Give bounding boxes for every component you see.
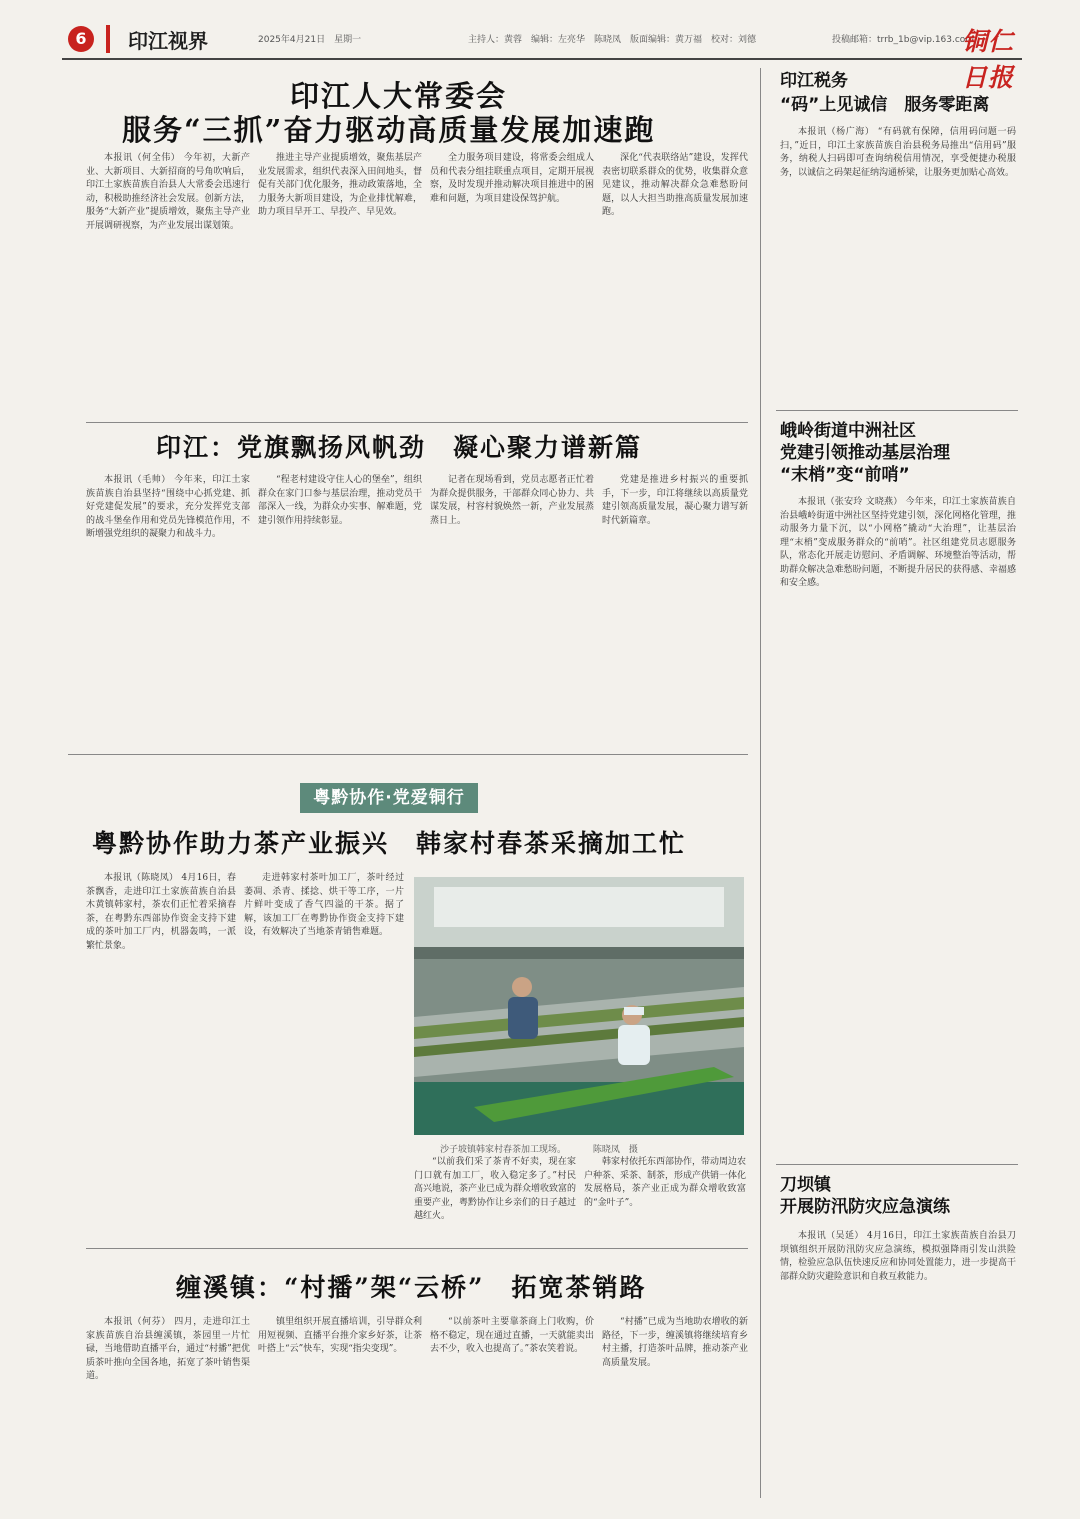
page-number: 6 — [68, 26, 94, 52]
tea-factory-illustration — [414, 877, 744, 1135]
section-name: 印江视界 — [106, 25, 220, 53]
sidebar-2-text: 本报讯（张安玲 文晓燕） 今年来，印江土家族苗族自治县峨岭街道中洲社区坚持党建引领，深化网格化管理，推动服务力量下沉，以“小网格”撬动“大治理”，让基层治理“末梢”变成服务群众的“前哨”。社区组建党员志愿服务队，常态化开展走访慰问、矛盾调解、环境整治等活动，帮助群众解决急难愁盼问题，不断提升居民的获得感、幸福感和安全感。 — [780, 497, 1016, 588]
divider — [776, 1164, 1018, 1165]
article-1-col-1: 本报讯（何全伟） 今年初，大新产业、大新项目、大新招商的号角吹响后，印江土家族苗族自治县人大常委会迅速行动，积极助推经济社会发展。创新方法，服务“大新产业”提质增效，聚焦主导产业开展调研视察，为产业发展出谋划策。 — [86, 153, 250, 231]
column-divider — [760, 68, 761, 1498]
article-1-title-line1: 印江人大常委会 — [290, 79, 508, 113]
article-4-col-4: “村播”已成为当地助农增收的新路径，下一步，缠溪镇将继续培育乡村主播，打造茶叶品牌，推动茶产业高质量发展。 — [602, 1317, 748, 1368]
article-4-col-2: 镇里组织开展直播培训，引导群众利用短视频、直播平台推介家乡好茶，让茶叶搭上“云”快车，实现“指尖变现”。 — [258, 1317, 422, 1354]
sidebar-3-title-line1: 刀坝镇 — [780, 1175, 831, 1195]
sidebar-1-title-line2: “码”上见诚信 服务零距离 — [780, 95, 990, 115]
sidebar-2-title-line2: 党建引领推动基层治理 — [780, 443, 950, 463]
photo-caption-row — [440, 1142, 638, 1155]
photo-caption: 沙子坡镇韩家村春茶加工现场。 — [440, 1145, 567, 1155]
sidebar-2-title-line1: 峨岭街道中洲社区 — [780, 421, 916, 441]
article-4-title: 缠溪镇：“村播”架“云桥” 拓宽茶销路 — [176, 1273, 647, 1302]
article-1-col-4: 深化“代表联络站”建设，发挥代表密切联系群众的优势，收集群众意见建议，推动解决群众急难愁盼问题，以人大担当助推高质量发展加速跑。 — [602, 153, 748, 217]
article-2-col-4: 党建是推进乡村振兴的重要抓手，下一步，印江将继续以高质量党建引领高质量发展，凝心聚力谱写新时代新篇章。 — [602, 475, 748, 526]
issue-date: 2025年4月21日 星期一 — [258, 35, 362, 45]
sidebar-2-title-line3: “末梢”变“前哨” — [780, 465, 910, 485]
article-3-col-4: 韩家村依托东西部协作，带动周边农户种茶、采茶、制茶，形成产供销一体化发展格局，茶产业正成为群众增收致富的“金叶子”。 — [584, 1157, 746, 1208]
article-3-title: 粤黔协作助力茶产业振兴 韩家村春茶采摘加工忙 — [92, 829, 687, 858]
sidebar-1-text: 本报讯（杨广海） “有码就有保障，信用码问题一码扫，”近日，印江土家族苗族自治县税务局推出“信用码”服务，纳税人扫码即可查询纳税信用情况，享受便捷办税服务，以诚信之码架起征纳沟通桥梁，让服务更加贴心高效。 — [780, 127, 1016, 178]
article-3-col-1: 本报讯（陈晓凤） 4月16日，春茶飘香，走进印江土家族苗族自治县木黄镇韩家村，茶农们正忙着采摘春茶，在粤黔东西部协作资金支持下建成的茶叶加工厂内，机器轰鸣，一派繁忙景象。 — [86, 873, 236, 951]
article-1-title-line2: 服务“三抓”奋力驱动高质量发展加速跑 — [122, 113, 656, 147]
article-3-col-2: 走进韩家村茶叶加工厂，茶叶经过萎凋、杀青、揉捻、烘干等工序，一片片鲜叶变成了香气四溢的干茶。据了解，该加工厂在粤黔协作资金支持下建设，有效解决了当地茶青销售难题。 — [244, 873, 404, 937]
divider — [68, 754, 748, 755]
article-2-col-2: “程老村建设守住人心的堡垒”，组织群众在家门口参与基层治理，推动党员干部深入一线，为群众办实事、解难题，党建引领作用持续彰显。 — [258, 475, 422, 526]
article-2-col-1: 本报讯（毛帅） 今年来，印江土家族苗族自治县坚持“围绕中心抓党建、抓好党建促发展”的要求，充分发挥党支部的战斗堡垒作用和党员先锋模范作用，不断增强党组织的凝聚力和战斗力。 — [86, 475, 250, 539]
tea-processing-photo — [414, 877, 744, 1135]
submission-email: 投稿邮箱：trrb_1b@vip.163.com — [832, 35, 975, 45]
article-4-col-3: “以前茶叶主要靠茶商上门收购，价格不稳定，现在通过直播，一天就能卖出去不少，收入也提高了。”茶农笑着说。 — [430, 1317, 594, 1354]
photo-credit: 陈晓凤 摄 — [592, 1145, 638, 1155]
column-banner: 粤黔协作·党爱铜行 — [300, 783, 478, 813]
article-1-col-3: 全力服务项目建设，将常委会组成人员和代表分组挂联重点项目，定期开展视察，及时发现并推动解决项目推进中的困难和问题，为项目建设保驾护航。 — [430, 153, 594, 204]
sidebar-3-text: 本报讯（吴延） 4月16日，印江土家族苗族自治县刀坝镇组织开展防汛防灾应急演练，模拟强降雨引发山洪险情，检验应急队伍快速反应和协同处置能力，进一步提高干部群众防灾避险意识和自救互救能力。 — [780, 1231, 1016, 1282]
divider — [86, 1248, 748, 1249]
newspaper-logo: 铜仁日报 — [962, 27, 1015, 92]
divider — [776, 410, 1018, 411]
sidebar-1-title-line1: 印江税务 — [780, 71, 848, 91]
divider — [86, 422, 748, 423]
article-2-col-3: 记者在现场看到，党员志愿者正忙着为群众提供服务，干部群众同心协力、共谋发展，村容村貌焕然一新，产业发展蒸蒸日上。 — [430, 475, 594, 526]
article-2-title: 印江：党旗飘扬风帆劲 凝心聚力谱新篇 — [156, 433, 643, 462]
sidebar-3-title-line2: 开展防汛防灾应急演练 — [780, 1197, 950, 1217]
article-4-col-1: 本报讯（何芬） 四月，走进印江土家族苗族自治县缠溪镇，茶园里一片忙碌，当地借助直播平台，通过“村播”把优质茶叶推向全国各地，拓宽了茶叶销售渠道。 — [86, 1317, 250, 1381]
editor-credits: 主持人：黄蓉 编辑：左亮华 陈晓凤 版面编辑：黄万福 校对：刘德 — [468, 35, 757, 45]
article-1-col-2: 推进主导产业提质增效，聚焦基层产业发展需求，组织代表深入田间地头，督促有关部门优化服务，推动政策落地，全力服务大新项目建设，为企业排忧解难，助力项目早开工、早投产、早见效。 — [258, 153, 422, 217]
article-3-col-3: “以前我们采了茶青不好卖，现在家门口就有加工厂，收入稳定多了。”村民高兴地说，茶产业已成为群众增收致富的重要产业，粤黔协作让乡亲们的日子越过越红火。 — [414, 1157, 576, 1221]
